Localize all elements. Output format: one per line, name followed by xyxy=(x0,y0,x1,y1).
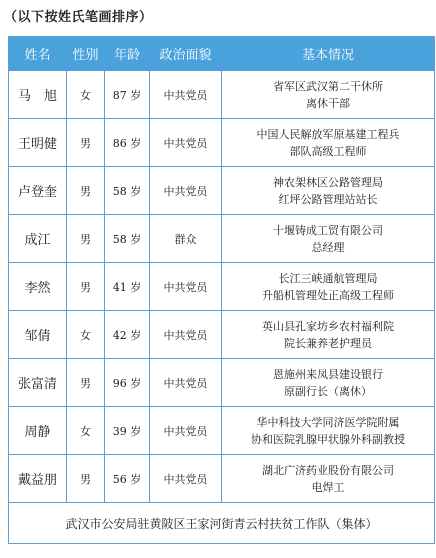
detail-line: 英山县孔家坊乡农村福利院 xyxy=(262,319,394,333)
detail-line: 总经理 xyxy=(311,240,345,254)
cell-age: 96 岁 xyxy=(105,359,150,407)
detail-line: 华中科技大学同济医学院附属 xyxy=(256,415,400,429)
cell-basic-info xyxy=(222,215,435,263)
detail-line: 部队高级工程师 xyxy=(289,144,367,158)
table-row xyxy=(9,71,435,119)
cell-political-status: 中共党员 xyxy=(150,311,222,359)
header-basic-info: 基本情况 xyxy=(222,37,435,71)
detail-line: 长江三峡通航管理局 xyxy=(278,271,378,285)
cell-basic-info xyxy=(222,359,435,407)
detail-line: 升船机管理处正高级工程师 xyxy=(262,288,394,302)
cell-name: 卢登奎 xyxy=(9,167,67,215)
cell-gender: 男 xyxy=(67,119,105,167)
detail-line: 恩施州来凤县建设银行 xyxy=(273,367,383,381)
honoree-table xyxy=(8,36,435,544)
cell-gender: 男 xyxy=(67,263,105,311)
cell-age: 87 岁 xyxy=(105,71,150,119)
detail-line: 电焊工 xyxy=(311,480,345,494)
header-political-status: 政治面貌 xyxy=(150,37,222,71)
cell-basic-info xyxy=(222,455,435,503)
header-name: 姓名 xyxy=(9,37,67,71)
cell-age: 39 岁 xyxy=(105,407,150,455)
table-row xyxy=(9,359,435,407)
table-row xyxy=(9,311,435,359)
cell-gender: 女 xyxy=(67,71,105,119)
detail-line: 省军区武汉第二干休所 xyxy=(273,79,383,93)
cell-basic-info xyxy=(222,71,435,119)
detail-line: 红坪公路管理站站长 xyxy=(278,192,378,206)
table-row xyxy=(9,215,435,263)
table-row xyxy=(9,119,435,167)
cell-basic-info xyxy=(222,407,435,455)
table-caption: （以下按姓氏笔画排序） xyxy=(4,10,153,25)
table-row xyxy=(9,407,435,455)
detail-line: 十堰铸成工贸有限公司 xyxy=(273,223,383,237)
cell-name: 张富清 xyxy=(9,359,67,407)
cell-age: 58 岁 xyxy=(105,167,150,215)
cell-gender: 男 xyxy=(67,455,105,503)
cell-gender: 女 xyxy=(67,407,105,455)
cell-political-status: 中共党员 xyxy=(150,119,222,167)
cell-gender: 男 xyxy=(67,215,105,263)
cell-age: 41 岁 xyxy=(105,263,150,311)
cell-name: 邹倩 xyxy=(9,311,67,359)
detail-line: 离休干部 xyxy=(306,96,350,110)
cell-name: 李然 xyxy=(9,263,67,311)
cell-political-status: 中共党员 xyxy=(150,359,222,407)
cell-basic-info xyxy=(222,119,435,167)
cell-age: 86 岁 xyxy=(105,119,150,167)
detail-line: 中国人民解放军原基建工程兵 xyxy=(256,127,400,141)
cell-name: 周静 xyxy=(9,407,67,455)
cell-age: 58 岁 xyxy=(105,215,150,263)
cell-basic-info xyxy=(222,167,435,215)
header-gender: 性别 xyxy=(67,37,105,71)
table-row xyxy=(9,263,435,311)
detail-line: 原副行长（离休） xyxy=(284,384,372,398)
collective-honoree: 武汉市公安局驻黄陂区王家河街青云村扶贫工作队（集体） xyxy=(9,503,435,544)
cell-age: 42 岁 xyxy=(105,311,150,359)
cell-name: 王明健 xyxy=(9,119,67,167)
cell-political-status: 群众 xyxy=(150,215,222,263)
cell-political-status: 中共党员 xyxy=(150,167,222,215)
detail-line: 协和医院乳腺甲状腺外科副教授 xyxy=(251,432,405,446)
detail-line: 院长兼养老护理员 xyxy=(284,336,372,350)
cell-gender: 女 xyxy=(67,311,105,359)
header-age: 年龄 xyxy=(105,37,150,71)
table-row xyxy=(9,167,435,215)
table-row xyxy=(9,455,435,503)
cell-gender: 男 xyxy=(67,359,105,407)
cell-political-status: 中共党员 xyxy=(150,455,222,503)
table-footer-row xyxy=(9,503,435,544)
cell-gender: 男 xyxy=(67,167,105,215)
cell-name: 马 旭 xyxy=(9,71,67,119)
cell-political-status: 中共党员 xyxy=(150,263,222,311)
cell-political-status: 中共党员 xyxy=(150,407,222,455)
table-header-row xyxy=(9,37,435,71)
detail-line: 神农架林区公路管理局 xyxy=(273,175,383,189)
cell-name: 成江 xyxy=(9,215,67,263)
detail-line: 湖北广济药业股份有限公司 xyxy=(262,463,394,477)
cell-name: 戴益朋 xyxy=(9,455,67,503)
cell-basic-info xyxy=(222,311,435,359)
cell-political-status: 中共党员 xyxy=(150,71,222,119)
cell-age: 56 岁 xyxy=(105,455,150,503)
cell-basic-info xyxy=(222,263,435,311)
